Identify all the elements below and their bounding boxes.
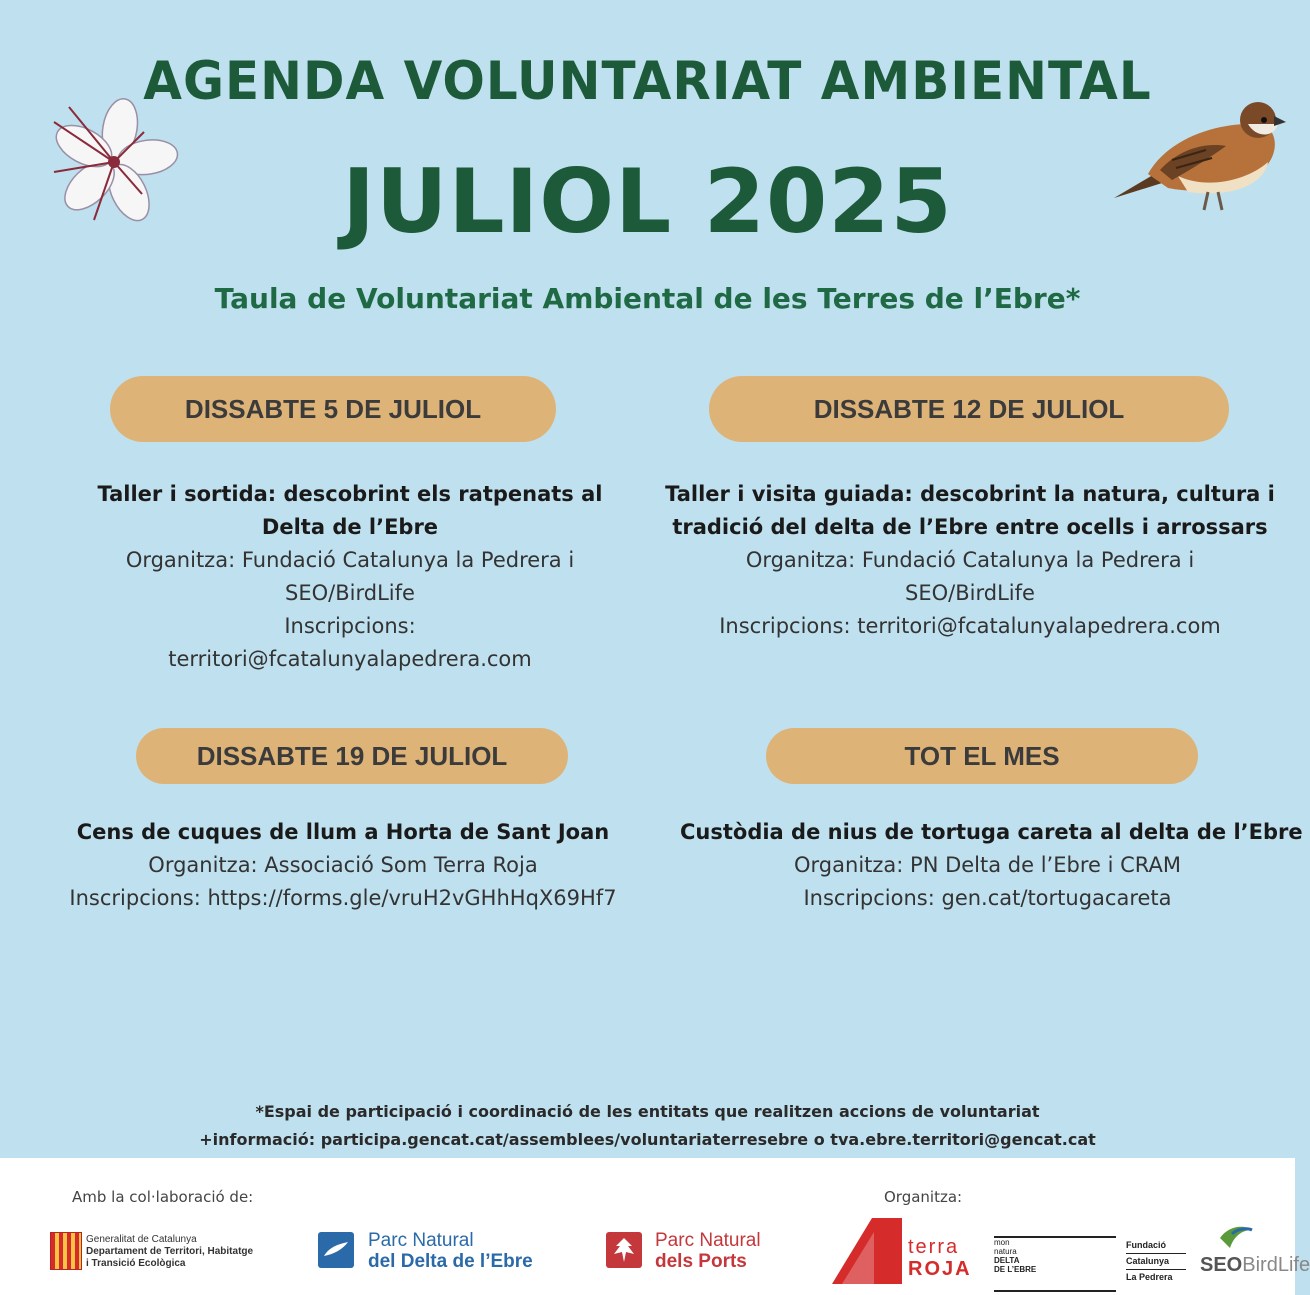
generalitat-shield-icon xyxy=(50,1232,82,1270)
terra-roja-icon xyxy=(832,1218,902,1284)
delta-park-logo xyxy=(368,1230,533,1272)
event-date: DISSABTE 19 DE JULIOL xyxy=(196,740,508,771)
event-registration-email[interactable]: territori@fcatalunyalapedrera.com xyxy=(168,647,532,671)
event-details xyxy=(30,816,656,915)
ports-park-line: dels Ports xyxy=(655,1251,747,1272)
event-title-line: Delta de l’Ebre xyxy=(261,515,439,539)
event-date-pill xyxy=(136,728,568,784)
event-date: TOT EL MES xyxy=(904,740,1060,771)
footnote-line: *Espai de participació i coordinació de les entitats que realitzen accions de voluntariat xyxy=(255,1102,1040,1121)
terra-roja-logo xyxy=(908,1236,972,1280)
event-organizer: SEO/BirdLife xyxy=(905,581,1035,605)
fundacio-logo xyxy=(1126,1238,1186,1285)
delta-park-icon xyxy=(318,1232,354,1268)
terra-roja-line: ROJA xyxy=(908,1258,972,1280)
mon-natura-logo xyxy=(994,1236,1116,1292)
flower-illustration xyxy=(48,96,180,228)
event-registration[interactable]: Inscripcions: gen.cat/tortugacareta xyxy=(803,886,1172,910)
event-title-line: Cens de cuques de llum a Horta de Sant Joan xyxy=(76,820,610,844)
event-date: DISSABTE 5 DE JULIOL xyxy=(184,393,482,424)
fundacio-line: Fundació xyxy=(1126,1238,1186,1254)
mon-natura-line: DELTA xyxy=(994,1256,1020,1265)
ports-park-icon xyxy=(606,1232,642,1268)
event-title-line: tradició del delta de l’Ebre entre ocells i arrossars xyxy=(672,515,1268,539)
event-registration[interactable]: Inscripcions: https://forms.gle/vruH2vGHhHqX69Hf7 xyxy=(69,886,617,910)
event-details xyxy=(660,478,1280,643)
mon-natura-line: mon xyxy=(994,1238,1010,1247)
event-date-pill xyxy=(709,376,1229,442)
organizer-label: Organitza: xyxy=(884,1188,963,1206)
more-info-line[interactable]: +informació: participa.gencat.cat/assemblees/voluntariaterresebre o tva.ebre.territori@gencat.cat xyxy=(199,1130,1096,1149)
event-title-line: Taller i sortida: descobrint els ratpenats al xyxy=(97,482,603,506)
fundacio-line: La Pedrera xyxy=(1126,1272,1173,1282)
event-organizer: Organitza: Fundació Catalunya la Pedrera i xyxy=(125,548,575,572)
generalitat-dept: Departament de Territori, Habitatge xyxy=(86,1246,254,1257)
event-title-line: Custòdia de nius de tortuga careta al delta de l’Ebre xyxy=(680,820,1303,844)
event-organizer: Organitza: Fundació Catalunya la Pedrera i xyxy=(745,548,1195,572)
delta-park-line: del Delta de l’Ebre xyxy=(368,1251,533,1272)
seo-birdlife-icon xyxy=(1218,1224,1254,1254)
generalitat-dept: i Transició Ecològica xyxy=(86,1258,186,1269)
event-organizer: Organitza: PN Delta de l’Ebre i CRAM xyxy=(794,853,1181,877)
event-registration[interactable]: Inscripcions: territori@fcatalunyalapedrera.com xyxy=(719,614,1221,638)
event-details xyxy=(40,478,660,676)
agenda-title: AGENDA VOLUNTARIAT AMBIENTAL xyxy=(143,50,1152,112)
event-organizer: SEO/BirdLife xyxy=(285,581,415,605)
birdlife-text: BirdLife xyxy=(1242,1254,1310,1276)
month-title: JULIOL 2025 xyxy=(342,150,953,253)
generalitat-name: Generalitat de Catalunya xyxy=(86,1234,197,1245)
event-details xyxy=(680,816,1303,915)
collaboration-label: Amb la col·laboració de: xyxy=(72,1188,254,1206)
seo-text: SEO xyxy=(1200,1254,1243,1276)
event-date: DISSABTE 12 DE JULIOL xyxy=(813,393,1125,424)
mon-natura-line: natura xyxy=(994,1247,1017,1256)
seo-birdlife-logo xyxy=(1200,1254,1310,1277)
delta-park-line: Parc Natural xyxy=(368,1230,474,1251)
event-date-pill xyxy=(766,728,1198,784)
terra-roja-line: terra xyxy=(908,1236,960,1258)
subtitle: Taula de Voluntariat Ambiental de les Terres de l’Ebre* xyxy=(214,282,1081,315)
fundacio-line: Catalunya xyxy=(1126,1254,1186,1270)
event-date-pill xyxy=(110,376,556,442)
ports-park-logo xyxy=(655,1230,761,1272)
event-registration-label: Inscripcions: xyxy=(284,614,416,638)
ports-park-line: Parc Natural xyxy=(655,1230,761,1251)
sparrow-illustration xyxy=(1108,94,1288,216)
mon-natura-line: DE L’EBRE xyxy=(994,1265,1037,1274)
event-title-line: Taller i visita guiada: descobrint la natura, cultura i xyxy=(665,482,1275,506)
event-organizer: Organitza: Associació Som Terra Roja xyxy=(148,853,538,877)
generalitat-logo xyxy=(86,1234,253,1270)
